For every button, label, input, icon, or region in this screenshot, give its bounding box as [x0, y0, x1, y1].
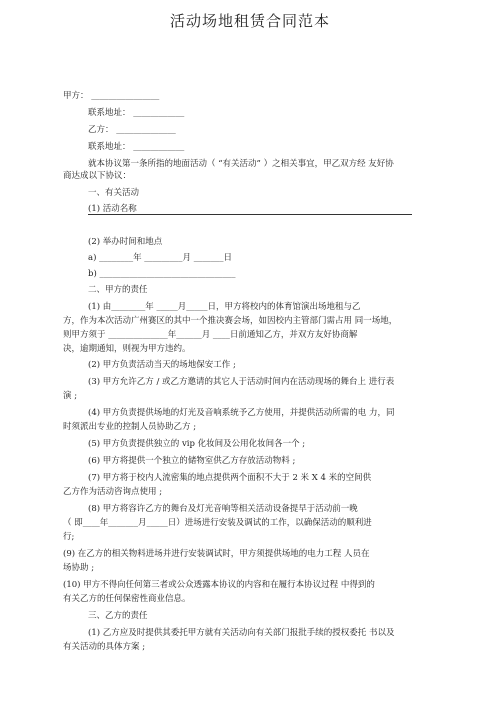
clause-line: (1) 乙方应及时提供其委托甲方就有关活动向有关部门报批手续的授权委托 书以及 — [88, 628, 395, 638]
clause-line: 场协助 ; — [63, 563, 95, 573]
activity-name-underline — [88, 214, 412, 215]
section-heading: 一、有关活动 — [88, 188, 140, 198]
clause-line: 行; — [63, 532, 75, 542]
party-b-address-line: 联系地址： ____________ — [88, 142, 185, 152]
section-heading: 三、乙方的责任 — [88, 611, 148, 621]
clause-line: (6) 甲方将提供一个独立的储物室供乙方存放活动物料 ; — [88, 456, 296, 466]
clause-line: (3) 甲方允许乙方 / 或乙方邀请的其它人于活动时间内在活动现场的舞台上 进行表 — [88, 377, 395, 387]
clause-line: a) ________年 _________月 _______日 — [88, 253, 232, 263]
clause-line: 演 ; — [63, 391, 78, 401]
clause-line: 则甲方须于 ______________年______月 ____日前通知乙方，并双方友好协商解 — [63, 330, 358, 340]
clause-line: 决，逾期通知，则视为甲方违约。 — [63, 344, 191, 354]
party-a-line: 甲方： ________________ — [63, 91, 160, 101]
section-heading: 二、甲方的责任 — [88, 285, 148, 295]
party-b-line: 乙方： ______________ — [88, 125, 176, 135]
clause-line: (9) 在乙方的相关物料进场并进行安装调试时，甲方须提供场地的电力工程 人员在 — [63, 549, 370, 559]
clause-line: (4) 甲方负责提供场地的灯光及音响系统予乙方使用，并提供活动所需的电 力，同 — [88, 408, 395, 418]
clause-line: (1) 活动名称 — [88, 204, 137, 214]
document-title: 活动场地租赁合同范本 — [169, 12, 330, 30]
clause-line: b) ________________________________ — [88, 269, 236, 279]
preamble-line: 商达成以下协议： — [63, 171, 132, 181]
clause-line: (8) 甲方将容许乙方的舞台及灯光音响等相关活动设备提早于活动前一晚 — [88, 504, 358, 514]
clause-line: (10) 甲方不得向任何第三者或公众透露本协议的内容和在履行本协议过程 中得到的 — [63, 580, 375, 590]
clause-line: 方，作为本次活动广州赛区的其中一个推决赛会场，如因校内主管部门需占用 同一场地， — [63, 316, 398, 326]
clause-line: (7) 甲方将于校内人流密集的地点提供两个面积不大于 2 米 X 4 米的空间供 — [88, 473, 372, 483]
clause-line: 有关乙方的任何保密性商业信息。 — [63, 594, 191, 604]
clause-line: 时须派出专业的控制人员协助乙方 ; — [63, 422, 197, 432]
clause-line: (2) 举办时间和地点 — [88, 237, 163, 247]
clause-line: (5) 甲方负责提供独立的 vip 化妆间及公用化妆间各一个 ; — [88, 439, 306, 449]
preamble-line: 就本协议第一条所指的地面活动（ “有关活动” ）之相关事宜，甲乙双方经 友好协 — [88, 159, 394, 169]
clause-line: (2) 甲方负责活动当天的场地保安工作 ; — [88, 360, 236, 370]
clause-line: 乙方作为活动咨询点使用 ; — [63, 487, 163, 497]
clause-line: 有关活动的具体方案 ; — [63, 642, 146, 652]
clause-line: （ 即____年_______月_____日）进场进行安装及调试的工作，以确保活动的顺利进 — [63, 518, 372, 528]
party-a-address-line: 联系地址： ____________ — [88, 108, 185, 118]
clause-line: (1) 由________年 _____月_____日，甲方将校内的体育馆演出场地租与乙 — [88, 302, 361, 312]
